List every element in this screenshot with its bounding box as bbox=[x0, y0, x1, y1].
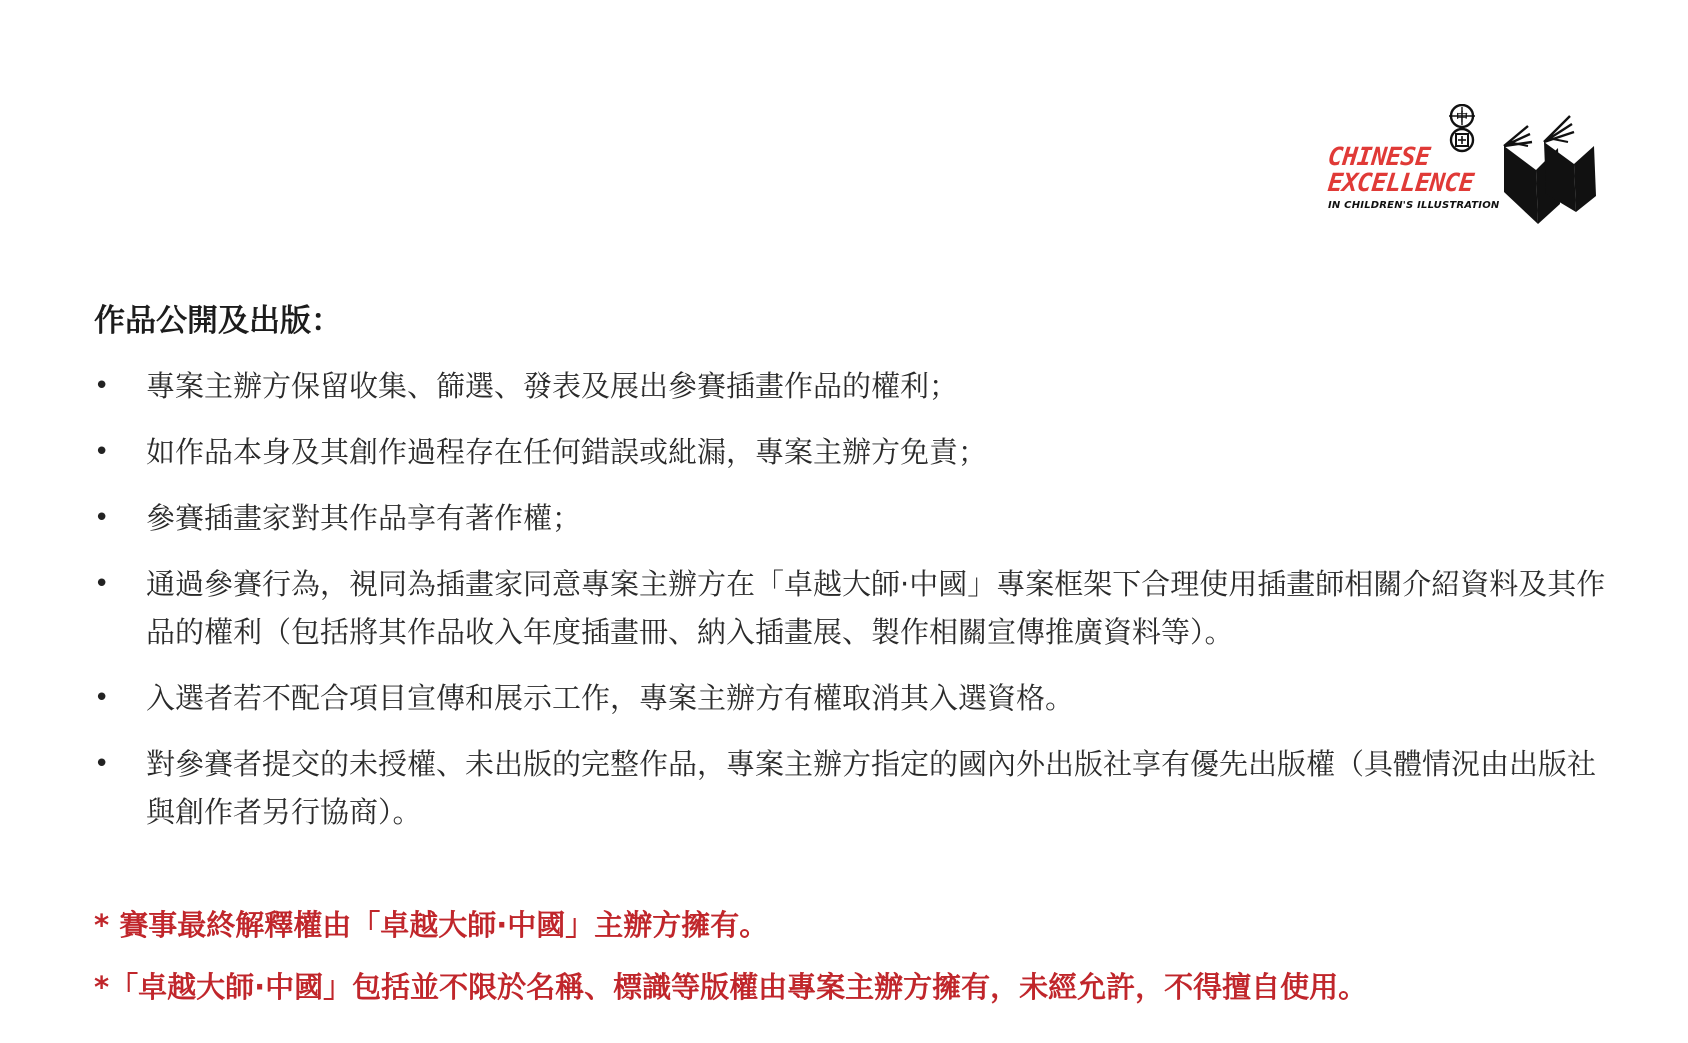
section-title: 作品公開及出版： bbox=[94, 303, 342, 339]
logo-line-subtitle: IN CHILDREN'S ILLUSTRATION bbox=[1328, 200, 1500, 211]
note-interpretation-rights: * 賽事最終解釋權由「卓越大師·中國」主辦方擁有。 bbox=[94, 908, 769, 942]
bullet: • bbox=[94, 437, 110, 467]
emblem-char-1: 中 bbox=[1455, 110, 1469, 124]
logo-wordmark bbox=[1328, 144, 1499, 212]
list-item bbox=[94, 560, 1614, 656]
bullet: • bbox=[94, 749, 110, 779]
bullet: • bbox=[94, 683, 110, 713]
open-book-icon bbox=[1488, 112, 1598, 224]
bullet: • bbox=[94, 569, 110, 599]
logo-line-excellence: EXCELLENCE bbox=[1326, 168, 1476, 197]
list-item-text: 專案主辦方保留收集、篩選、發表及展出參賽插畫作品的權利； bbox=[146, 369, 959, 403]
list-item bbox=[94, 674, 1614, 722]
list-item-text: 如作品本身及其創作過程存在任何錯誤或紕漏，專案主辦方免責； bbox=[146, 435, 988, 469]
bullet: • bbox=[94, 371, 110, 401]
notes-section bbox=[94, 905, 1614, 1007]
list-item bbox=[94, 428, 1614, 476]
list-item-text: 參賽插畫家對其作品享有著作權； bbox=[146, 501, 582, 535]
list-item bbox=[94, 362, 1614, 410]
rules-list bbox=[94, 362, 1614, 836]
note-copyright: *「卓越大師·中國」包括並不限於名稱、標識等版權由專案主辦方擁有，未經允許，不得擅自使用。 bbox=[94, 970, 1368, 1004]
list-item-text: 通過參賽行為，視同為插畫家同意專案主辦方在「卓越大師·中國」專案框架下合理使用插畫師相關介紹資料及其作品的權利（包括將其作品收入年度插畫冊、納入插畫展、製作相關宣傳推廣資料等）。 bbox=[146, 567, 1606, 649]
list-item bbox=[94, 740, 1614, 836]
logo-line-chinese: CHINESE bbox=[1326, 142, 1432, 171]
list-item-text: 入選者若不配合項目宣傳和展示工作，專案主辦方有權取消其入選資格。 bbox=[146, 681, 1075, 715]
bullet: • bbox=[94, 503, 110, 533]
rules-section bbox=[94, 300, 1614, 854]
list-item-text: 對參賽者提交的未授權、未出版的完整作品，專案主辦方指定的國內外出版社享有優先出版權（具體情況由出版社與創作者另行協商）。 bbox=[146, 747, 1597, 829]
list-item bbox=[94, 494, 1614, 542]
brand-logo bbox=[1328, 104, 1598, 224]
